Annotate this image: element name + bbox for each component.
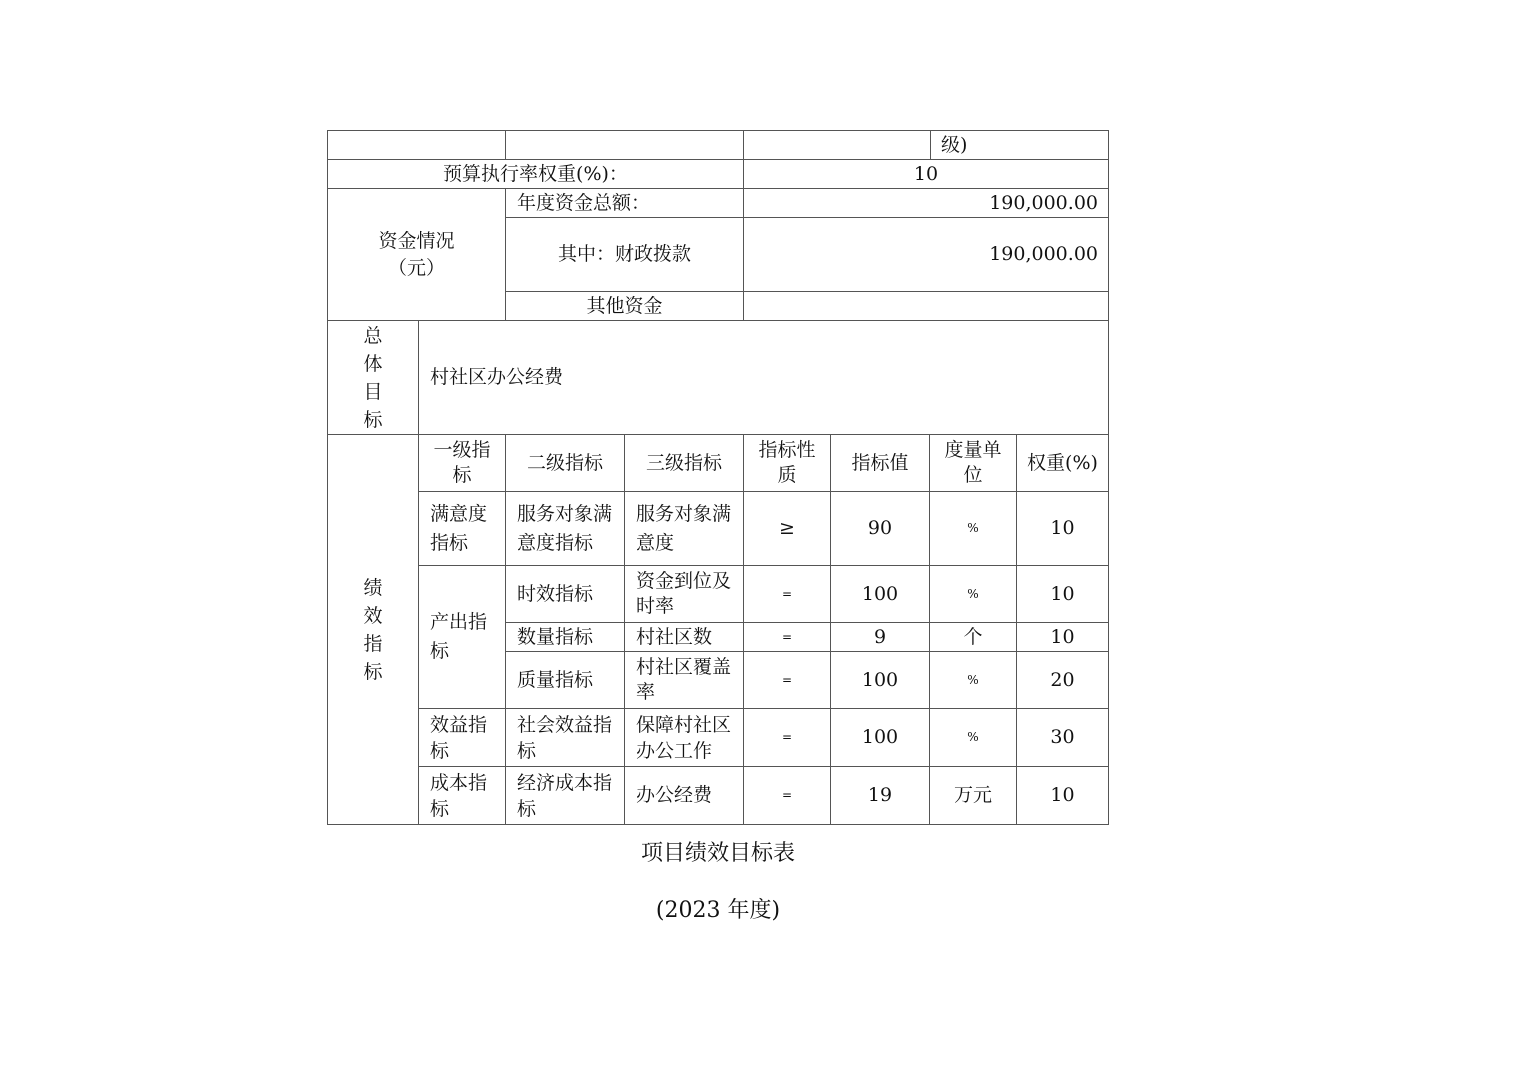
- row-weight: 10: [1050, 582, 1075, 605]
- row-unit: 个: [963, 625, 983, 648]
- header-nature: 指标性 质: [758, 439, 816, 486]
- row-value: 90: [867, 517, 893, 539]
- annual-total-label: 年度资金总额：: [517, 191, 651, 214]
- col-divider: [743, 130, 744, 159]
- table-title: 项目绩效目标表: [640, 841, 795, 866]
- row-weight: 10: [1050, 517, 1075, 539]
- table-year: (2023 年度): [655, 898, 781, 923]
- fiscal-allocation-value: 190,000.00: [989, 243, 1098, 265]
- row-unit: %: [967, 672, 979, 687]
- row-level2: 质量指标: [517, 668, 594, 691]
- budget-weight-label: 预算执行率权重(%)：: [443, 162, 628, 185]
- row-nature: =: [781, 672, 793, 687]
- row-weight: 10: [1050, 625, 1075, 648]
- row-level3: 村社区数: [636, 625, 713, 648]
- row-level2: 数量指标: [517, 625, 594, 648]
- header-weight: 权重(%): [1027, 451, 1098, 474]
- row-nature: =: [781, 730, 793, 744]
- overall-goal-label: 总 体 目 标: [363, 324, 383, 431]
- row-weight: 20: [1050, 668, 1075, 691]
- row-nature: =: [781, 586, 793, 601]
- budget-weight-value: 10: [913, 162, 939, 185]
- row-nature: ≥: [779, 517, 795, 539]
- row-level2: 时效指标: [517, 582, 594, 605]
- funding-label: 资金情况 （元）: [378, 229, 455, 279]
- row-level3: 办公经费: [636, 784, 713, 806]
- table-border-bottom: [327, 824, 1109, 825]
- level-suffix-cell: 级): [941, 133, 968, 156]
- row-unit: %: [967, 521, 979, 535]
- row-level3: 资金到位及 时率: [636, 570, 732, 617]
- row-level2: 服务对象满 意度指标: [517, 502, 613, 554]
- row-level2: 社会效益指 标: [517, 713, 613, 762]
- row-unit: %: [967, 586, 979, 601]
- header-unit: 度量单 位: [944, 439, 1002, 486]
- table-border-right: [1108, 130, 1109, 825]
- row-weight: 30: [1050, 726, 1075, 748]
- col-divider: [505, 130, 506, 159]
- row-value: 19: [867, 784, 893, 806]
- header-value: 指标值: [851, 451, 909, 474]
- annual-total-value: 190,000.00: [989, 191, 1098, 214]
- row-level1: 满意度 指标: [430, 502, 488, 554]
- overall-goal-text: 村社区办公经费: [430, 366, 564, 388]
- fiscal-allocation-label: 其中：财政拨款: [557, 243, 691, 265]
- row-level3: 村社区覆盖 率: [636, 656, 732, 703]
- header-level3: 三级指标: [645, 451, 722, 474]
- performance-indicators-label: 绩 效 指 标: [363, 576, 383, 683]
- row-value: 9: [873, 625, 887, 648]
- row-value: 100: [861, 668, 899, 691]
- row-level1: 成本指 标: [430, 771, 488, 820]
- row-value: 100: [861, 582, 899, 605]
- row-level3: 服务对象满 意度: [636, 502, 732, 554]
- row-nature: =: [781, 788, 793, 802]
- row-level1: 效益指 标: [430, 713, 488, 762]
- row-level2: 经济成本指 标: [517, 771, 613, 820]
- header-level2: 二级指标: [526, 451, 603, 474]
- row-level3: 保障村社区 办公工作: [636, 713, 732, 762]
- row-weight: 10: [1050, 784, 1075, 806]
- header-level1: 一级指 标: [433, 439, 491, 486]
- row-level1: 产出指 标: [430, 611, 488, 662]
- other-funds-label: 其他资金: [586, 294, 663, 317]
- other-funds-value: [744, 292, 1108, 320]
- row-unit: %: [967, 730, 979, 744]
- row-unit: 万元: [953, 784, 992, 806]
- row-value: 100: [861, 726, 899, 748]
- row-nature: =: [781, 629, 793, 644]
